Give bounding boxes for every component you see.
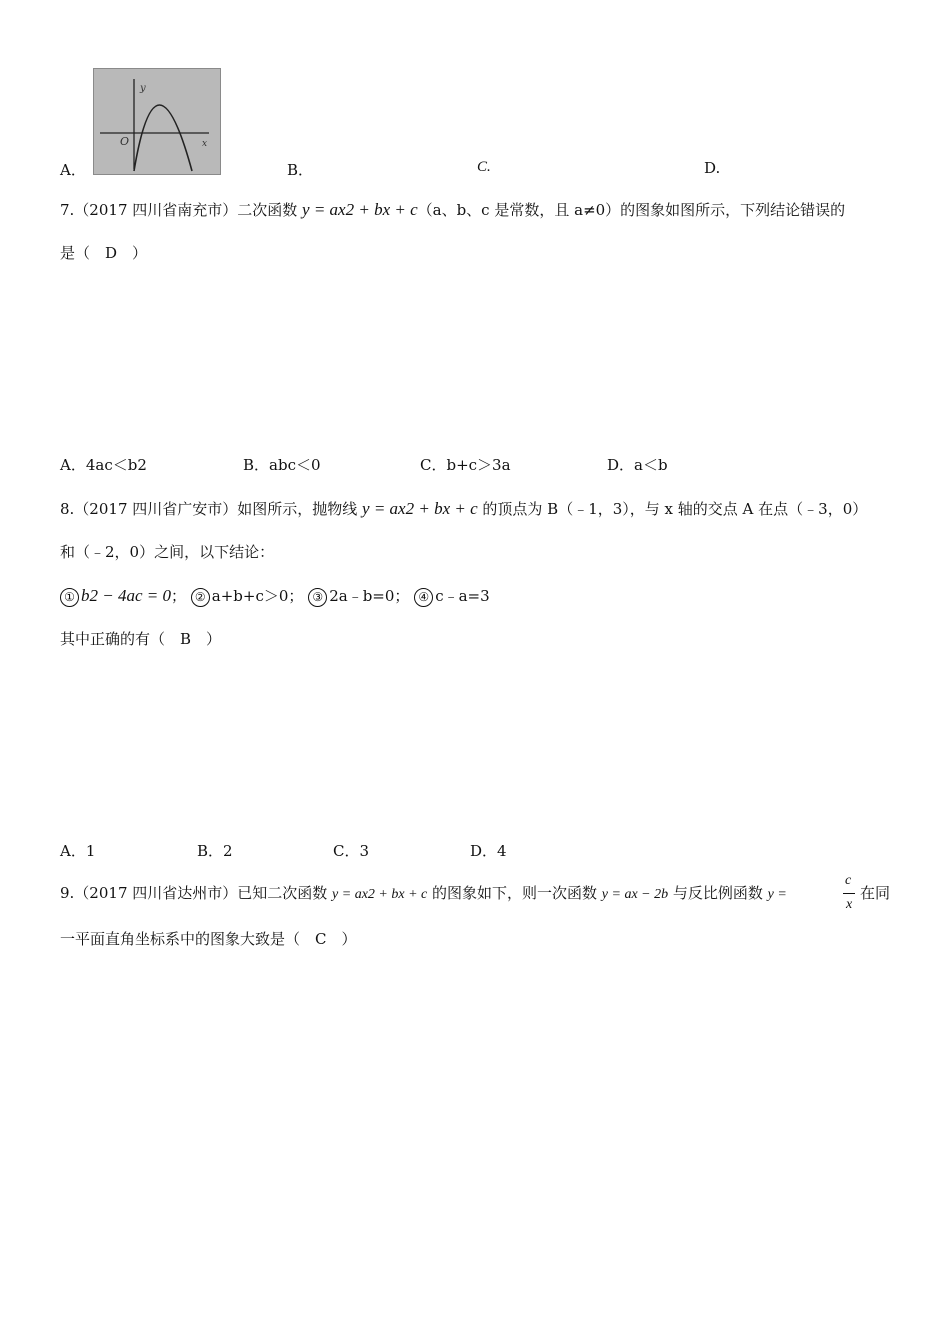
- q6-option-b: B．: [287, 161, 314, 179]
- q7-stem: [60, 199, 845, 220]
- origin-label: O: [120, 135, 130, 148]
- q8-option-c: C．3: [333, 842, 370, 860]
- q8-stem-line2: 和（﹣2，0）之间，以下结论：: [60, 543, 275, 561]
- q9-mid2: 与反比例函数: [668, 884, 768, 902]
- q8-stem: [60, 498, 867, 519]
- q8-stmt2: a+b+c＞0；: [211, 587, 304, 605]
- x-axis-label: x: [202, 139, 208, 149]
- parabola-curve: [134, 105, 192, 171]
- q8-option-d: D．4: [470, 842, 507, 860]
- q8-stmt1-sep: ；: [171, 587, 187, 605]
- q9-linear: y = ax − 2b: [601, 887, 669, 902]
- q8-option-a: A．1: [60, 842, 96, 860]
- q6-option-d: D.: [704, 159, 721, 177]
- q6-option-a: A．: [60, 161, 86, 179]
- q9-prefix: 9.（2017 四川省达州市）已知二次函数: [60, 884, 333, 902]
- q8-stmt3: 2a﹣b=0；: [329, 587, 410, 605]
- q8-formula: y = ax2 + bx + c: [362, 499, 478, 518]
- q9-mid1: 的图象如下，则一次函数: [427, 884, 602, 902]
- q7-prefix: 7.（2017 四川省南充市）二次函数: [60, 201, 303, 219]
- q8-question: 其中正确的有（ B ）: [60, 630, 222, 648]
- q9-frac-bar: [843, 893, 855, 894]
- y-axis-label: y: [140, 83, 146, 94]
- q8-option-b: B．2: [197, 842, 233, 860]
- q8-statements: [60, 585, 490, 607]
- q7-option-c: C．b+c＞3a: [420, 456, 511, 474]
- q9-frac-numerator: c: [845, 873, 852, 888]
- q8-stmt1-formula: b2 − 4ac = 0: [81, 586, 171, 605]
- q9-stem: [60, 882, 787, 903]
- q7-option-a: A．4ac＜b2: [60, 456, 147, 474]
- q7-formula: y = ax2 + bx + c: [302, 200, 418, 219]
- q8-prefix: 8.（2017 四川省广安市）如图所示，抛物线: [60, 500, 363, 518]
- q7-option-b: B．abc＜0: [243, 456, 321, 474]
- q9-quadratic: y = ax2 + bx + c: [332, 887, 428, 902]
- q9-tail: 在同: [860, 884, 891, 902]
- q9-frac-denominator: x: [846, 897, 853, 912]
- q8-mid: 的顶点为 B（﹣1，3），与 x 轴的交点 A 在点（﹣3，0）: [477, 500, 868, 518]
- q7-mid: （a、b、c 是常数，且 a≠0）的图象如图所示，下列结论错误的: [417, 201, 846, 219]
- parabola-thumbnail: [93, 68, 221, 175]
- q6-option-c: C.: [477, 159, 491, 175]
- q7-answer-line: 是（ D ）: [60, 244, 148, 262]
- q9-stem-line2: 一平面直角坐标系中的图象大致是（ C ）: [60, 930, 357, 948]
- q9-recip-lhs: y =: [767, 887, 787, 902]
- parabola-graph: [94, 69, 220, 174]
- circled-2: ②: [191, 588, 210, 607]
- q7-option-d: D．a＜b: [607, 456, 668, 474]
- circled-3: ③: [308, 588, 327, 607]
- q8-stmt4: c﹣a=3: [435, 587, 490, 605]
- circled-4: ④: [414, 588, 433, 607]
- circled-1: ①: [60, 588, 79, 607]
